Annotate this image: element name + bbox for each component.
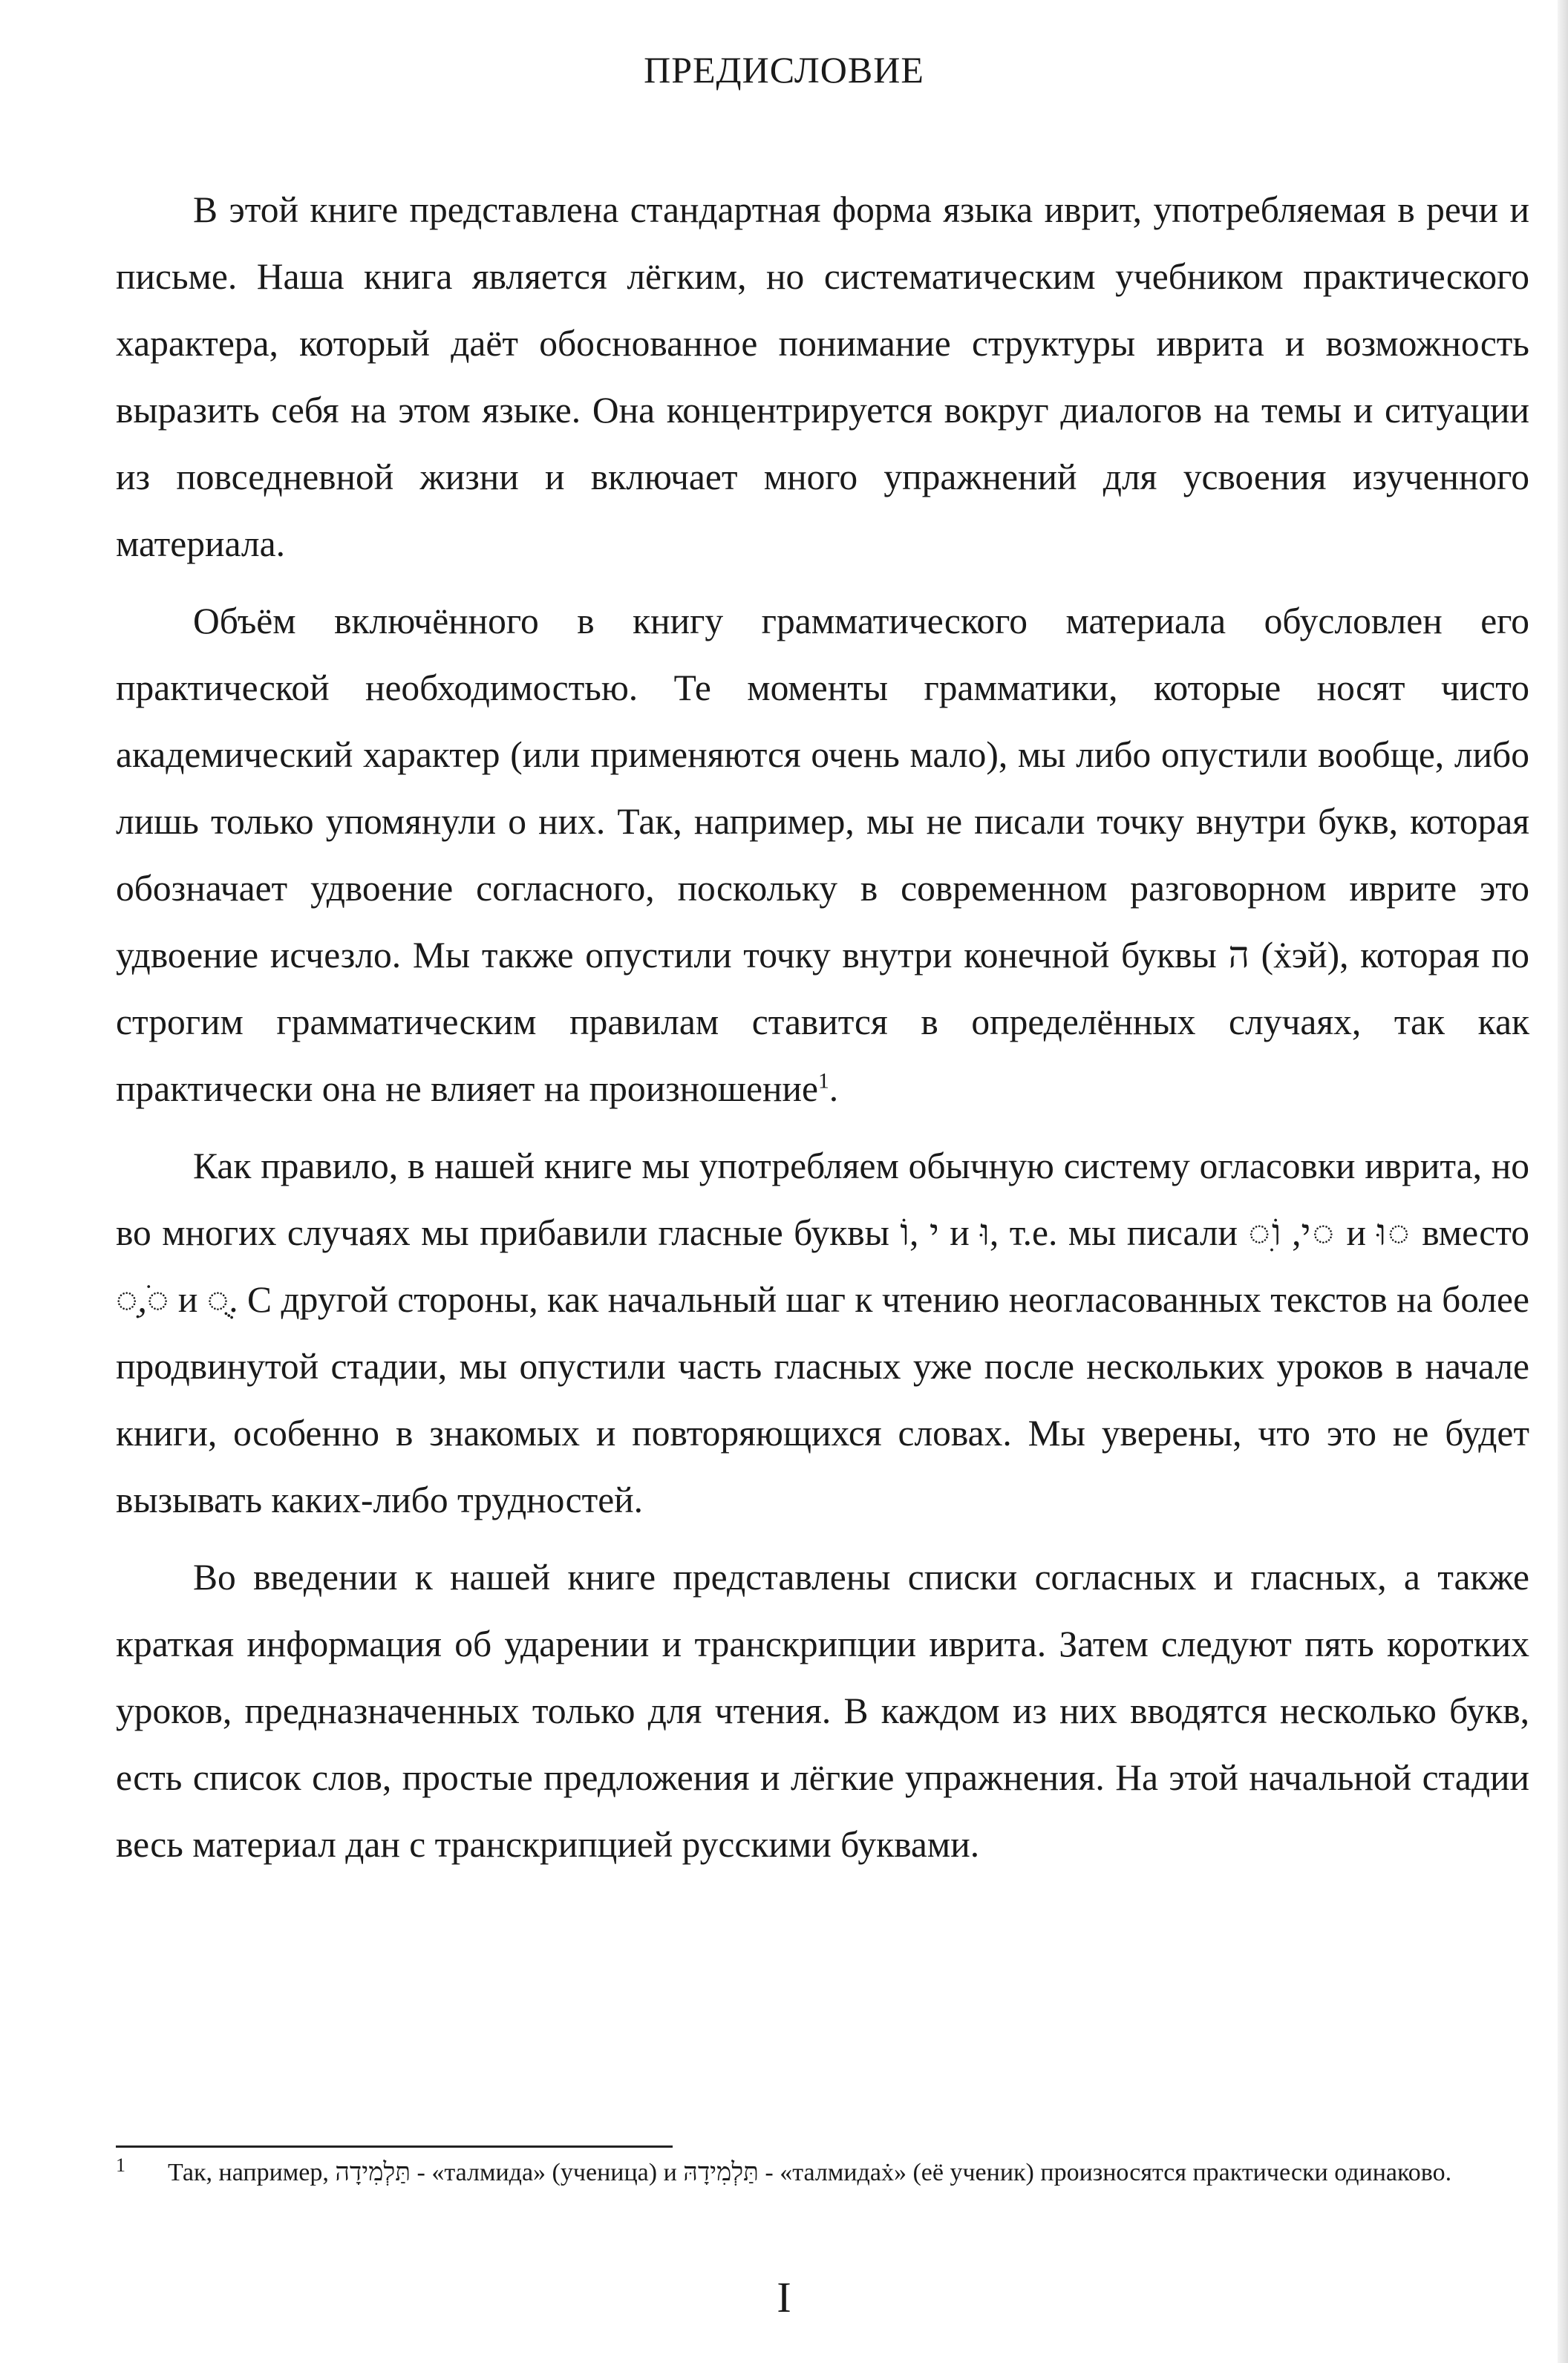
footnote-number: 1 [116,2154,125,2176]
page-number: I [777,2273,791,2321]
paragraph-2-end: . [829,1068,839,1109]
footnote-reference[interactable]: 1 [817,1069,829,1094]
paragraph-1: В этой книге представлена стандартная форма языка иврит, употребляемая в речи и письме. Наша книга является лёгким, но систематическим учебником практического характера, который даёт обоснованное понимание структуры иврита и возможность выразить себя на этом языке. Она концентрируется вокруг диалогов на темы и ситуации из повседневной жизни и включает много упражнений для усвоения изученного материала. [116,189,1529,564]
paragraph-3: Как правило, в нашей книге мы употребляем обычную систему огласовки иврита, но во многих случаях мы прибавили гласные буквы י ,וֹ и וּ, т.е. мы писали ◌ִי, וֹ◌ и וּ◌ вместо ◌ִ,◌ֹ и ◌ֻ. С другой стороны, как начальный шаг к чтению неогласованных текстов на более продвинутой стадии, мы опустили часть гласных уже после нескольких уроков в начале книги, особенно в знакомых и повторяющихся словах. Мы уверены, что это не будет вызывать каких-либо трудностей. [116,1145,1529,1520]
paragraph-2-text: Объём включённого в книгу грамматического материала обусловлен его практической необходимостью. Те моменты грамматики, которые носят чисто академический характер (или применяются очень мало), мы либо опустили вообще, либо лишь только упомянули о них. Так, например, мы не писали точку внутри букв, которая обозначает удвоение согласного, поскольку в современном разговорном иврите это удвоение исчезло. Мы также опустили точку внутри конечной буквы ה (ẋэй), которая по строгим грамматическим правилам ставится в определённых случаях, так как практически она не влияет на произношение [116,601,1529,1109]
paragraph-2 [116,588,1529,1122]
footnote-divider [116,2145,673,2148]
page-edge-shadow [1558,0,1568,2363]
paragraph-4: Во введении к нашей книге представлены списки согласных и гласных, а также краткая информация об ударении и транскрипции иврита. Затем следуют пять коротких уроков, предназначенных только для чтения. В каждом из них вводятся несколько букв, есть список слов, простые предложения и лёгкие упражнения. На этой начальной стадии весь материал дан с транскрипцией русскими буквами. [116,1557,1529,1865]
body-text [116,177,1529,1889]
page-title: ПРЕДИСЛОВИЕ [644,49,924,91]
footnote-text: Так, например, תַּלְמִידָה - «талмида» (ученица) и תַּלְמִידָהּ - «талмидаẋ» (её ученик) произносятся практически одинаково. [168,2159,1452,2186]
